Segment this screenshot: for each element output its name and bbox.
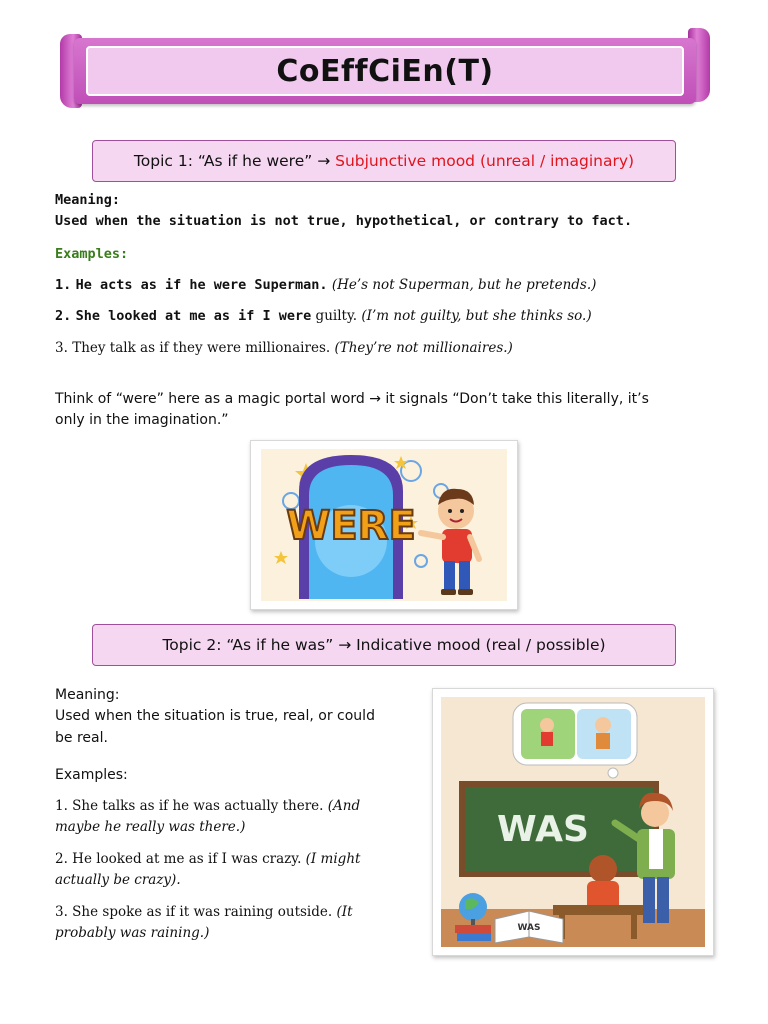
were-word: WERE [286, 503, 416, 549]
example-sentence: 2. He looked at me as if I was crazy. [55, 851, 302, 867]
topic1-example-1 [55, 276, 596, 294]
topic1-example-2 [55, 307, 592, 325]
topic2-meaning-line2: be real. [55, 730, 108, 746]
were-portal-image [251, 441, 517, 609]
topic2-meaning-line1: Used when the situation is true, real, or could [55, 708, 375, 724]
topic2-example-1-cont: maybe he really was there.) [55, 819, 246, 835]
example-sentence: 3. She spoke as if it was raining outside. [55, 904, 333, 920]
topic2-example-2 [55, 850, 360, 868]
banner-body [74, 38, 696, 104]
topic1-example-3 [55, 339, 513, 357]
example-number: 3. [55, 340, 68, 356]
topic1-meaning-text: Used when the situation is not true, hypothetical, or contrary to fact. [55, 213, 633, 229]
example-number: 1. [55, 277, 72, 293]
topic2-title: Topic 2: “As if he was” → Indicative mood (real / possible) [162, 636, 606, 654]
was-classroom-illustration [432, 688, 714, 956]
was-word: WAS [497, 809, 589, 850]
example-sentence: He acts as if he were Superman. [75, 277, 328, 293]
topic2-examples-label: Examples: [55, 767, 128, 783]
example-number: 2. [55, 308, 72, 324]
example-tail: guilty. [311, 308, 358, 324]
example-sentence: She looked at me as if I were [75, 308, 312, 324]
example-note: (And [323, 798, 361, 814]
example-note: (I’m not guilty, but she thinks so.) [361, 308, 592, 324]
example-sentence: 1. She talks as if he was actually there. [55, 798, 324, 814]
topic2-example-1 [55, 797, 360, 815]
topic1-meaning-label: Meaning: [55, 192, 121, 208]
topic1-heading [92, 140, 676, 182]
topic1-examples-label: Examples: [55, 246, 129, 262]
topic1-highlight: Subjunctive mood (unreal / imaginary) [335, 152, 635, 170]
topic1-tip-line1: Think of “were” here as a magic portal word → it signals “Don’t take this literally, it’s [55, 391, 649, 407]
example-note: (They’re not millionaires.) [334, 340, 513, 356]
topic2-heading [92, 624, 676, 666]
title-banner [60, 28, 710, 112]
banner-inner [86, 46, 684, 96]
topic2-meaning-label: Meaning: [55, 687, 120, 703]
topic2-example-3-cont: probably was raining.) [55, 925, 210, 941]
example-note: (He’s not Superman, but he pretends.) [331, 277, 597, 293]
book-word: WAS [517, 923, 541, 933]
topic1-prefix: Topic 1: “As if he were” → [133, 152, 336, 170]
topic2-example-2-cont: actually be crazy). [55, 872, 181, 888]
page-title: CoEffCiEn(T) [276, 53, 494, 89]
was-classroom-image [433, 689, 713, 955]
topic2-example-3 [55, 903, 353, 921]
were-portal-illustration [250, 440, 518, 610]
example-note: (It [332, 904, 353, 920]
example-sentence: They talk as if they were millionaires. [72, 340, 331, 356]
example-note: (I might [301, 851, 361, 867]
topic1-tip-line2: only in the imagination.” [55, 412, 229, 428]
